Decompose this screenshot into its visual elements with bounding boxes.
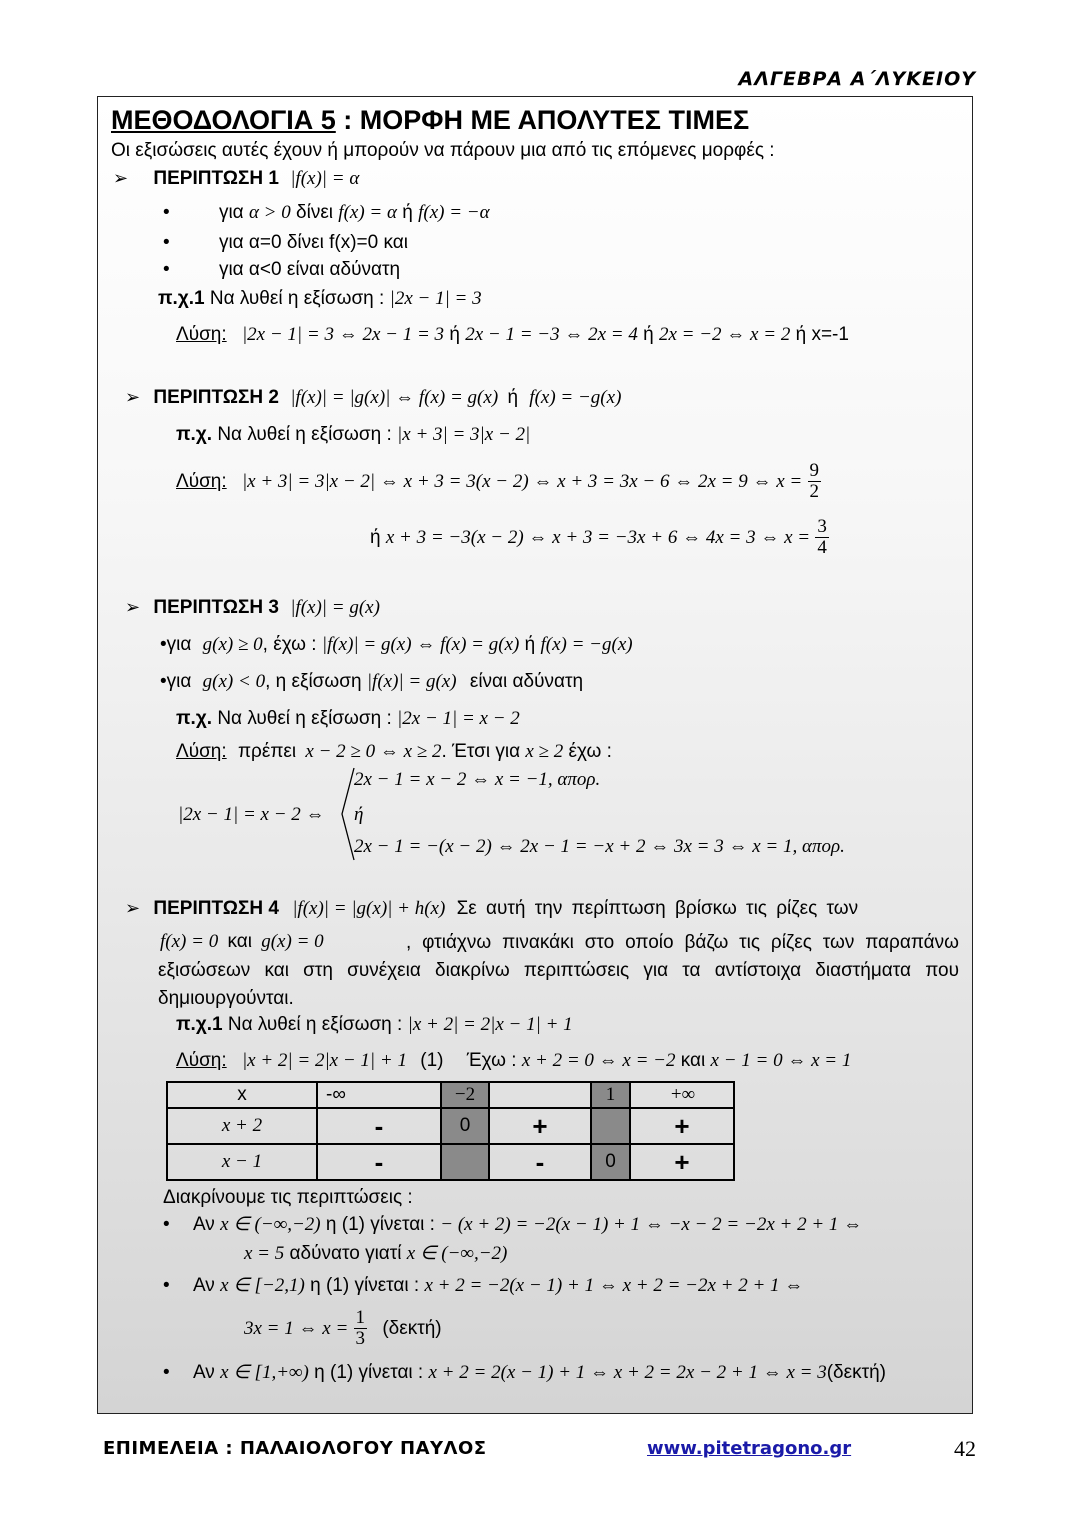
math: x ∈ (−∞,−2) [406, 1243, 508, 1264]
math: g(x) < 0 [202, 671, 266, 692]
math: x + 2 = 0 ⇔ x = −2 [521, 1050, 676, 1071]
case4-example [176, 1013, 573, 1037]
case-text: (δεκτή) [382, 1318, 442, 1339]
title-underlined: ΜΕΘΟΔΟΛΟΓΙΑ 5 [111, 105, 336, 135]
table-cell: x − 1 [167, 1144, 317, 1180]
solution-label: Λύση: [176, 1050, 227, 1071]
bullet-text: , η εξίσωση [265, 671, 362, 692]
case1-solution [176, 323, 849, 347]
table-cell: 1 [591, 1082, 630, 1108]
bullet-text: είναι αδύνατη [469, 671, 584, 692]
or-word: ή [449, 324, 460, 345]
case1-formula: |f(x)| = α [290, 168, 360, 189]
case3-example [176, 707, 520, 731]
bullet-text: για α<0 είναι αδύνατη [218, 259, 401, 280]
case1-label: ΠΕΡΙΠΤΩΣΗ 1 [153, 168, 279, 189]
or-word: ή [402, 202, 413, 223]
footer-site-link[interactable]: www.pitetragono.gr [647, 1438, 852, 1459]
footer-author: ΕΠΙΜΕΛΕΙΑ : ΠΑΛΑΙΟΛΟΓΟΥ ΠΑΥΛΟΣ [103, 1438, 487, 1459]
case-item-3 [163, 1361, 886, 1385]
example-text: Να λυθεί η εξίσωση : [217, 708, 392, 729]
math: |f(x)| = g(x) [366, 671, 457, 692]
example-label: π.χ. [176, 424, 213, 445]
solution-tail: ή x=-1 [795, 324, 849, 345]
or-word: ή [643, 324, 654, 345]
fraction-numerator: 9 [809, 460, 820, 482]
case-text: η (1) γίνεται : [314, 1362, 424, 1383]
math: |x + 2| = 2|x − 1| + 1 [241, 1050, 407, 1071]
case2-solution-line2 [370, 514, 829, 562]
math: x ∈ [1,+∞) [220, 1362, 309, 1383]
case-item-2 [163, 1274, 803, 1298]
math: g(x) = 0 [261, 931, 324, 952]
math: x − 2 ≥ 0 ⇔ x ≥ 2 [305, 741, 442, 762]
case1-bullet-1 [163, 201, 490, 225]
bullet-icon: • [160, 671, 167, 692]
arrow-icon: ➢ [125, 597, 141, 618]
case1-heading [113, 167, 359, 191]
table-cell: +∞ [630, 1082, 734, 1108]
arrow-icon: ➢ [113, 168, 129, 189]
fraction-denominator: 2 [809, 481, 820, 503]
title-rest: : ΜΟΡΦΗ ΜΕ ΑΠΟΛΥΤΕΣ ΤΙΜΕΣ [335, 105, 750, 135]
math: x + 3 = −3(x − 2) ⇔ x + 3 = −3x + 6 ⇔ 4x = 3 ⇔ x = [385, 527, 811, 548]
case-text: (δεκτή) [826, 1362, 886, 1383]
math: |x + 3| = 3|x − 2| ⇔ x + 3 = 3(x − 2) ⇔ x + 3 = 3x − 6 ⇔ 2x = 9 ⇔ x = [241, 471, 803, 492]
math: |2x − 1| = 3 ⇔ 2x − 1 = 3 [241, 324, 445, 345]
case3-bullet-2 [160, 670, 583, 694]
page-header: ΑΛΓΕΒΡΑ Α΄ΛΥΚΕΙΟΥ [738, 68, 976, 90]
example-label: π.χ.1 [158, 288, 205, 309]
case-item-1-line-2 [244, 1242, 507, 1266]
table-cell: -∞ [317, 1082, 441, 1108]
math: x + 2 = −2(x − 1) + 1 ⇔ x + 2 = −2x + 2 + 1 ⇔ [424, 1275, 804, 1296]
case2-heading [125, 386, 621, 410]
math: g(x) ≥ 0 [202, 634, 263, 655]
bullet-icon: • [163, 232, 170, 253]
math: x = 5 [244, 1243, 285, 1264]
cases-intro: Διακρίνουμε τις περιπτώσεις : [163, 1187, 413, 1208]
math: 2x = −2 ⇔ x = 2 [658, 324, 791, 345]
or-word: ή [524, 634, 536, 655]
system-line-2: 2x − 1 = −(x − 2) ⇔ 2x − 1 = −x + 2 ⇔ 3x = 3 ⇔ x = 1, απορ. [354, 836, 845, 857]
solution-label: Λύση: [176, 741, 227, 762]
fraction-numerator: 1 [355, 1307, 366, 1329]
table-row [167, 1108, 734, 1144]
system-or: ή [354, 804, 364, 825]
table-cell: 0 [591, 1144, 630, 1180]
case-text: Αν [192, 1214, 215, 1235]
math: f(x) = 0 [160, 931, 219, 952]
case-text: αδύνατο γιατί [289, 1243, 402, 1264]
bullet-text: , έχω : [262, 634, 317, 655]
bullet-text: δίνει [296, 202, 334, 223]
bullet-text: για [166, 634, 192, 655]
fraction [354, 1308, 368, 1349]
bullet-icon: • [163, 1275, 170, 1296]
example-text: Να λυθεί η εξίσωση : [209, 288, 385, 309]
intro-text: Οι εξισώσεις αυτές έχουν ή μπορούν να πάρουν μια από τις επόμενες μορφές : [111, 140, 775, 161]
example-text: Να λυθεί η εξίσωση : [217, 424, 392, 445]
case2-label: ΠΕΡΙΠΤΩΣΗ 2 [153, 387, 279, 408]
table-header-row [167, 1082, 734, 1108]
sign-table [166, 1081, 735, 1181]
case4-heading [125, 897, 858, 921]
bullet-icon: • [163, 202, 170, 223]
case3-label: ΠΕΡΙΠΤΩΣΗ 3 [153, 597, 279, 618]
equation-number: (1) [420, 1050, 444, 1071]
case4-solution [176, 1049, 851, 1073]
math: |x + 2| = 2|x − 1| + 1 [407, 1014, 573, 1035]
case2-formula-2: f(x) = −g(x) [529, 387, 622, 408]
table-cell: x [167, 1082, 317, 1108]
table-cell: + [489, 1108, 591, 1144]
solution-text: έχω : [568, 741, 612, 762]
case1-bullet-3 [163, 258, 400, 282]
bullet-text: για α=0 δίνει f(x)=0 και [218, 232, 408, 253]
bullet-icon: • [163, 1362, 170, 1383]
arrow-icon: ➢ [125, 898, 141, 919]
math: |x + 3| = 3|x − 2| [397, 424, 531, 445]
table-cell: - [317, 1108, 441, 1144]
math: |f(x)| = g(x) ⇔ f(x) = g(x) [321, 634, 520, 655]
fraction-numerator: 3 [817, 516, 827, 538]
math: |2x − 1| = 3 [389, 288, 482, 309]
math: f(x) = −g(x) [540, 634, 633, 655]
math: 3x = 1 ⇔ x = [244, 1318, 349, 1339]
fraction-denominator: 4 [817, 537, 827, 559]
arrow-icon: ➢ [125, 387, 141, 408]
case3-formula: |f(x)| = g(x) [290, 597, 380, 618]
math: α > 0 [248, 202, 291, 223]
case4-formula: |f(x)| = |g(x)| + h(x) [292, 898, 446, 919]
fraction [815, 517, 829, 558]
case1-bullet-2 [163, 231, 408, 255]
table-cell: + [630, 1144, 734, 1180]
case4-text: Σε αυτή την περίπτωση βρίσκω τις ρίζες των [456, 898, 859, 919]
case1-example [158, 287, 482, 311]
table-cell: - [317, 1144, 441, 1180]
solution-label: Λύση: [176, 324, 227, 345]
case4-paragraph: , φτιάχνω πινακάκι στο οποίο βάζω τις ρίζες των παραπάνω εξισώσεων και στη συνέχεια διακρίνω περιπτώσεις για τα αντίστοιχα διαστήματα που δημιουργούνται. [158, 932, 959, 1009]
system-line-1: 2x − 1 = x − 2 ⇔ x = −1, απορ. [354, 769, 601, 790]
table-cell: −2 [441, 1082, 489, 1108]
table-cell: x + 2 [167, 1108, 317, 1144]
math: f(x) = −α [418, 202, 490, 223]
bullet-icon: • [160, 634, 167, 655]
system-left: |2x − 1| = x − 2 ⇔ [178, 804, 325, 825]
math: x ∈ [−2,1) [220, 1275, 305, 1296]
solution-text: πρέπει [237, 741, 297, 762]
math: |2x − 1| = x − 2 [397, 708, 520, 729]
case3-heading [125, 596, 380, 620]
example-text: Να λυθεί η εξίσωση : [227, 1014, 403, 1035]
bullet-text: για [166, 671, 192, 692]
math: x + 2 = 2(x − 1) + 1 ⇔ x + 2 = 2x − 2 + 1 ⇔ x = 3 [428, 1362, 827, 1383]
case3-bullet-1 [160, 633, 633, 657]
case2-solution-line1 [176, 458, 821, 506]
and-word: και [227, 931, 252, 952]
case-item-1 [163, 1213, 862, 1237]
case-item-2-line-2 [244, 1305, 442, 1353]
case3-solution [176, 740, 612, 764]
bullet-icon: • [163, 259, 170, 280]
table-cell [441, 1144, 489, 1180]
section-title [111, 104, 749, 136]
table-cell [591, 1108, 630, 1144]
example-label: π.χ.1 [176, 1014, 223, 1035]
case-text: η (1) γίνεται : [325, 1214, 435, 1235]
bullet-text: για [218, 202, 244, 223]
case-text: Αν [192, 1362, 215, 1383]
math: 2x − 1 = −3 ⇔ 2x = 4 [465, 324, 638, 345]
case2-formula: |f(x)| = |g(x)| ⇔ f(x) = g(x) [290, 387, 499, 408]
table-cell: + [630, 1108, 734, 1144]
case-text: η (1) γίνεται : [310, 1275, 420, 1296]
math: x − 1 = 0 ⇔ x = 1 [710, 1050, 852, 1071]
or-word: ή [507, 387, 519, 408]
table-cell [489, 1082, 591, 1108]
solution-text: Έχω : [466, 1050, 517, 1071]
page-number: 42 [954, 1436, 976, 1461]
case4-label: ΠΕΡΙΠΤΩΣΗ 4 [153, 898, 279, 919]
solution-text: . Έτσι για [441, 741, 521, 762]
solution-label: Λύση: [176, 471, 227, 492]
and-word: και [680, 1050, 706, 1071]
math: x ∈ (−∞,−2) [220, 1214, 321, 1235]
fraction-denominator: 3 [355, 1328, 366, 1350]
or-word: ή [370, 527, 381, 548]
table-row [167, 1144, 734, 1180]
math: x ≥ 2 [525, 741, 564, 762]
table-cell: - [489, 1144, 591, 1180]
example-label: π.χ. [176, 708, 213, 729]
fraction [808, 461, 822, 502]
math: f(x) = α [338, 202, 397, 223]
table-cell: 0 [441, 1108, 489, 1144]
case-text: Αν [192, 1275, 215, 1296]
case2-example [176, 423, 530, 447]
bullet-icon: • [163, 1214, 170, 1235]
math: − (x + 2) = −2(x − 1) + 1 ⇔ −x − 2 = −2x + 2 + 1 ⇔ [440, 1214, 863, 1235]
